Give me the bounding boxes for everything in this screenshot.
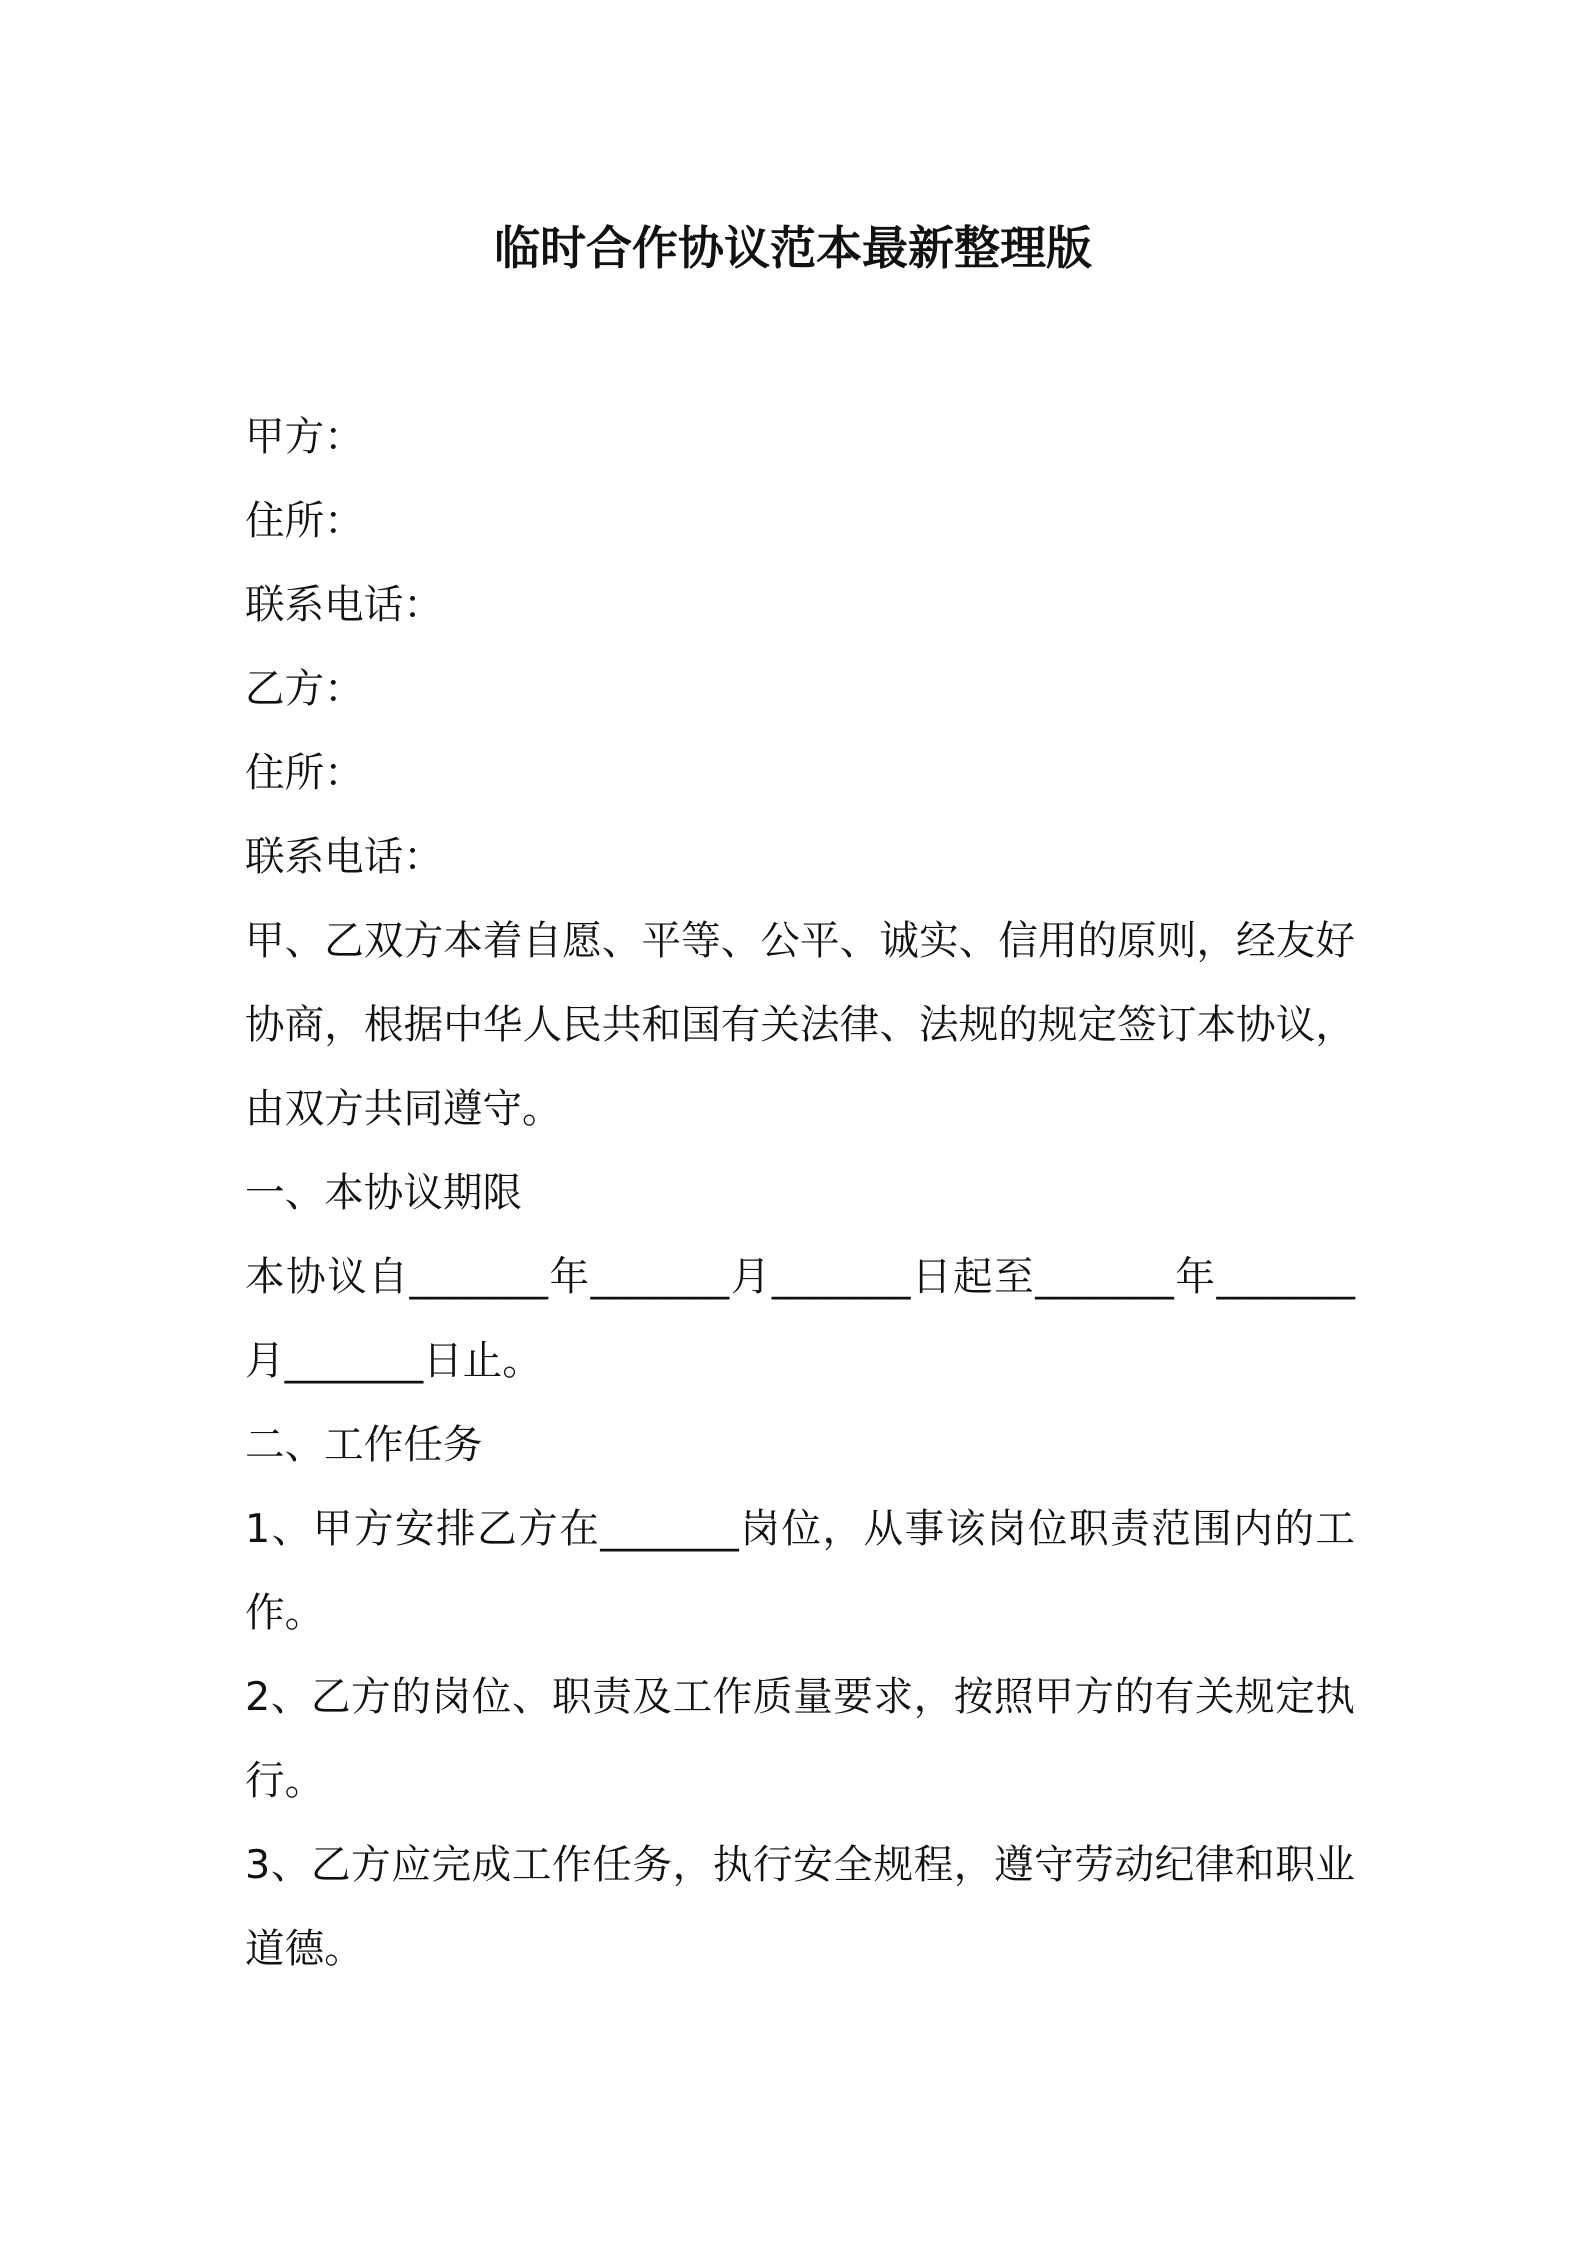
party-b-name-label: 乙方：	[245, 666, 364, 712]
document-body	[245, 395, 1355, 1991]
task-clause-1: 1、甲方安排乙方在_______岗位，从事该岗位职责范围内的工作。	[245, 1506, 1355, 1636]
party-a-name-label: 甲方：	[245, 414, 364, 460]
party-a-address-label: 住所：	[245, 498, 364, 544]
term-paragraph: 本协议自_______年_______月_______日起至_______年_______月_______日止。	[245, 1254, 1355, 1384]
party-a-phone-label: 联系电话：	[245, 582, 443, 628]
party-b-phone-label: 联系电话：	[245, 834, 443, 880]
task-clause-2: 2、乙方的岗位、职责及工作质量要求，按照甲方的有关规定执行。	[245, 1674, 1355, 1804]
document-title: 临时合作协议范本最新整理版	[494, 221, 1092, 275]
preamble-paragraph: 甲、乙双方本着自愿、平等、公平、诚实、信用的原则，经友好协商，根据中华人民共和国有关法律、法规的规定签订本协议，由双方共同遵守。	[245, 918, 1355, 1132]
party-b-address-label: 住所：	[245, 750, 364, 796]
section-heading-tasks: 二、工作任务	[245, 1422, 483, 1468]
task-clause-3: 3、乙方应完成工作任务，执行安全规程，遵守劳动纪律和职业道德。	[245, 1842, 1355, 1972]
section-heading-term: 一、本协议期限	[245, 1170, 523, 1216]
